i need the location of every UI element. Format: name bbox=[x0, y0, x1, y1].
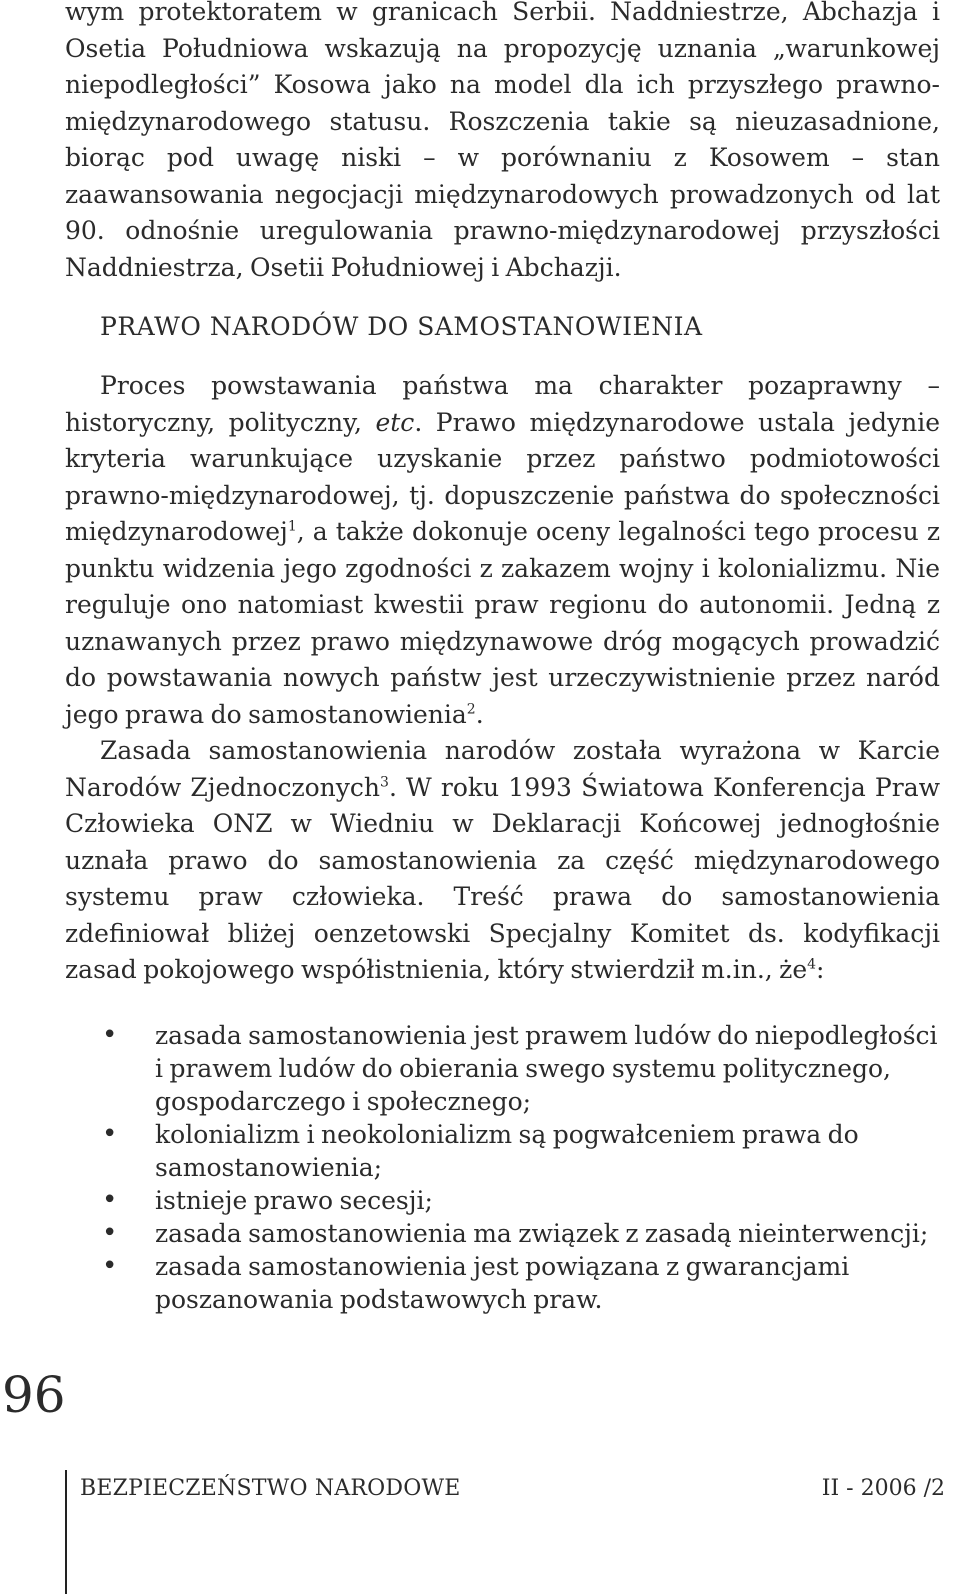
paragraph-un-charter bbox=[65, 733, 940, 989]
principles-list bbox=[100, 1019, 940, 1316]
bullet-icon: • bbox=[102, 1119, 118, 1149]
bullet-icon: • bbox=[102, 1218, 118, 1248]
list-item bbox=[100, 1250, 940, 1316]
page-number: 96 bbox=[2, 1366, 66, 1424]
para1-italic-etc: etc bbox=[375, 407, 415, 437]
footnote-ref-2[interactable]: 2 bbox=[466, 701, 476, 718]
list-item bbox=[100, 1184, 940, 1217]
para1-text-2: . Prawo międzynarodowe ustala jedynie kryteria warunkujące uzyskanie przez państwo podmiotowości prawno-międzynarodowej, tj. dopuszczenie państwa do społeczności międzynarodowej bbox=[65, 407, 940, 546]
list-item-text: zasada samostanowienia ma związek z zasadą nieinterwencji; bbox=[155, 1219, 929, 1248]
paragraph-self-determination-process bbox=[65, 368, 940, 733]
para1-text-1: Proces powstawania państwa ma charakter pozaprawny – historyczny, polityczny, bbox=[65, 371, 940, 437]
footer-divider bbox=[65, 1470, 67, 1594]
list-item-text: zasada samostanowienia jest prawem ludów do niepodległości i prawem ludów do obierania swego systemu politycznego, gospodarczego i społecznego; bbox=[155, 1021, 938, 1116]
para2-text-3: : bbox=[816, 955, 825, 984]
list-item-text: kolonializm i neokolonializm są pogwałceniem prawa do samostanowienia; bbox=[155, 1120, 859, 1182]
footnote-ref-4[interactable]: 4 bbox=[807, 956, 817, 973]
journal-title: BEZPIECZEŃSTWO NARODOWE bbox=[80, 1476, 461, 1501]
issue-number: II - 2006 /2 bbox=[821, 1476, 945, 1501]
para1-text-3: , a także dokonuje oceny legalności tego procesu z punktu widzenia jego zgodności z zakazem wojny i kolonializmu. Nie reguluje ono natomiast kwestii praw regionu do autonomii. Jedną z uznawanych przez prawo międzynawowe dróg mogących prowadzić do powstawania nowych państw jest urzeczywistnienie przez naród jego prawa do samostanowienia bbox=[65, 517, 940, 729]
list-item-text: zasada samostanowienia jest powiązana z gwarancjami poszanowania podstawowych praw. bbox=[155, 1252, 850, 1314]
para2-text-1: Zasada samostanowienia narodów została wyrażona w Karcie Narodów Zjednoczonych bbox=[65, 736, 940, 802]
footnote-ref-3[interactable]: 3 bbox=[380, 774, 389, 791]
footnote-ref-1[interactable]: 1 bbox=[287, 518, 297, 535]
list-item bbox=[100, 1217, 940, 1250]
list-item-text: istnieje prawo secesji; bbox=[155, 1186, 433, 1215]
bullet-icon: • bbox=[102, 1020, 118, 1050]
para1-text-4: . bbox=[475, 699, 484, 729]
section-heading: PRAWO NARODÓW DO SAMOSTANOWIENIA bbox=[100, 312, 703, 341]
bullet-icon: • bbox=[102, 1185, 118, 1215]
intro-paragraph: wym protektoratem w granicach Serbii. Naddniestrze, Abchazja i Osetia Południowa wskazują na propozycję uznania „warunkowej niepodległości” Kosowa jako na model dla ich przyszłego prawno-międzynarodowego statusu. Roszczenia takie są nieuzasadnione, biorąc pod uwagę niski – w porównaniu z Kosowem – stan zaawansowania negocjacji międzynarodowych prowadzonych od lat 90. odnośnie uregulowania prawno-międzynarodowej przyszłości Naddniestrza, Osetii Południowej i Abchazji. bbox=[65, 0, 940, 282]
list-item bbox=[100, 1118, 940, 1184]
para2-text-2: . W roku 1993 Światowa Konferencja Praw Człowieka ONZ w Wiedniu w Deklaracji Końcowej jednogłośnie uznała prawo do samostanowienia za część międzynarodowego systemu praw człowieka. Treść prawa do samostanowienia zdefiniował bliżej oenzetowski Specjalny Komitet ds. kodyfikacji zasad pokojowego współistnienia, który stwierdził m.in., że bbox=[65, 772, 940, 984]
list-item bbox=[100, 1019, 940, 1118]
bullet-icon: • bbox=[102, 1251, 118, 1281]
